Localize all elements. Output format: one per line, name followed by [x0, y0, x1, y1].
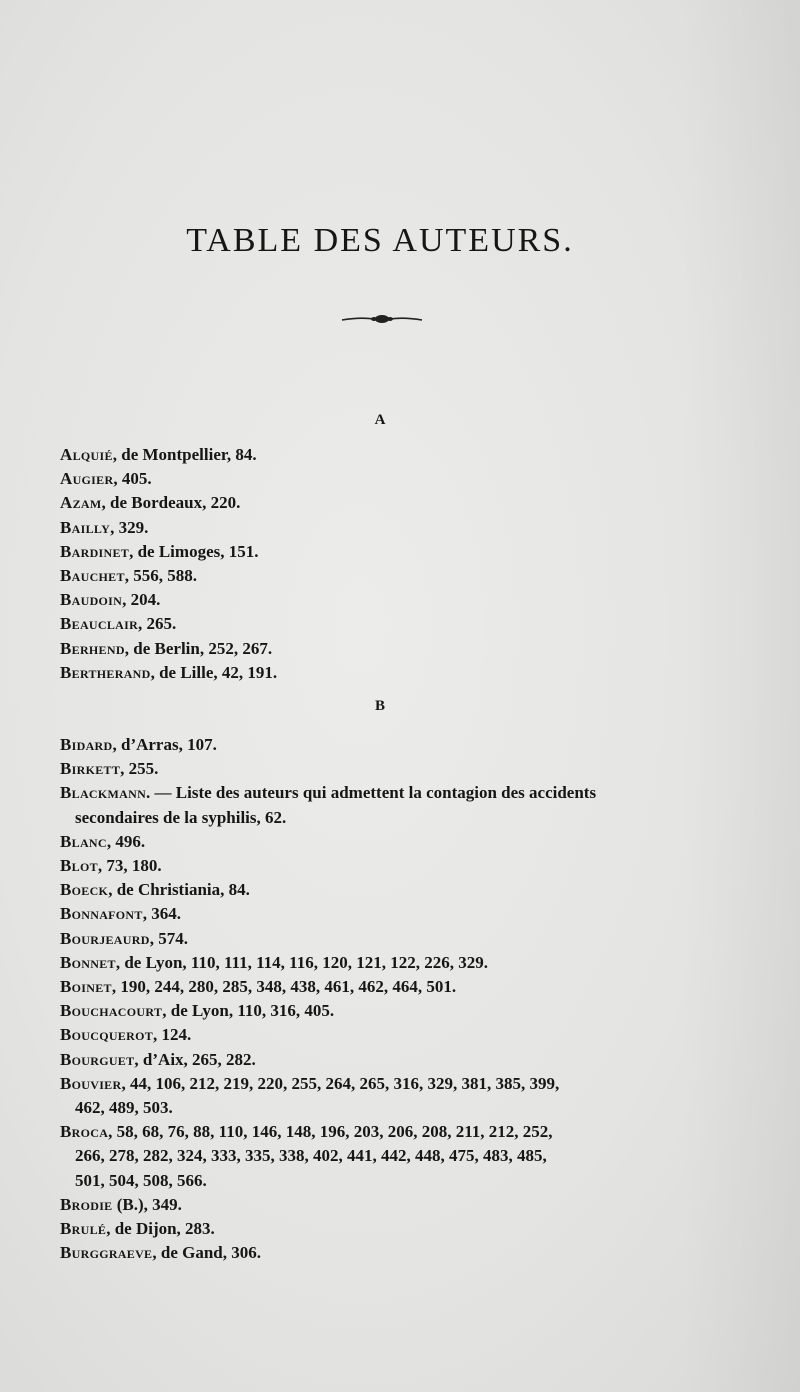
author-refs: , d’Arras, 107.: [112, 735, 217, 754]
author-refs: , 556, 588.: [124, 566, 198, 586]
author-refs: , de Gand, 306.: [152, 1243, 261, 1263]
author-name: Blot: [60, 856, 98, 876]
author-entry: [60, 612, 720, 636]
author-refs: , 265.: [138, 614, 177, 634]
author-entry: [60, 975, 720, 999]
author-entry: [60, 878, 720, 902]
author-refs: . — Liste des auteurs qui admettent la contagion des accidents: [146, 783, 597, 803]
author-entry: [60, 902, 720, 926]
author-refs: , de Lyon, 110, 316, 405.: [162, 1001, 335, 1021]
author-name: Augier: [60, 469, 114, 489]
author-entry: [60, 588, 720, 612]
author-refs: (B.), 349.: [112, 1194, 182, 1214]
author-refs: , de Berlin, 252, 267.: [124, 638, 273, 658]
author-entry-continuation: 266, 278, 282, 324, 333, 335, 338, 402, 441, 442, 448, 475, 483, 485,: [75, 1146, 547, 1166]
author-name: Birkett: [60, 759, 121, 779]
author-entry: [60, 564, 720, 588]
author-refs: , de Lille, 42, 191.: [150, 662, 278, 682]
author-name: Berhend: [60, 638, 125, 658]
author-entry: [60, 1023, 720, 1047]
author-refs: , 329.: [110, 517, 149, 537]
author-entry: [60, 443, 720, 467]
author-refs: , 190, 244, 280, 285, 348, 438, 461, 462, 464, 501.: [111, 977, 457, 997]
author-refs: , de Dijon, 283.: [106, 1219, 215, 1239]
author-refs: , d’Aix, 265, 282.: [134, 1049, 256, 1069]
author-list-b: [60, 733, 720, 1265]
author-name: Bouvier: [60, 1073, 122, 1093]
author-name: Boinet: [60, 977, 112, 997]
author-entry: [60, 491, 720, 515]
author-name: Bailly: [60, 517, 111, 537]
author-entry: [60, 1241, 720, 1265]
author-entry: [60, 1072, 720, 1096]
author-refs: , 73, 180.: [97, 856, 162, 876]
author-entry: [60, 854, 720, 878]
author-refs: , de Montpellier, 84.: [112, 445, 257, 464]
author-entry: [60, 637, 720, 661]
author-entry: [60, 661, 720, 685]
author-name: Boucquerot: [60, 1025, 154, 1045]
author-name: Alquié: [60, 445, 113, 464]
author-name: Boeck: [60, 880, 109, 900]
author-entry: [60, 516, 720, 540]
author-refs: , 204.: [122, 590, 161, 610]
section-letter-a: A: [374, 412, 386, 428]
author-name: Bauchet: [60, 566, 125, 586]
author-entry: [60, 757, 720, 781]
author-refs: , 496.: [106, 831, 146, 851]
author-name: Bourjeaurd: [60, 928, 150, 948]
author-name: Bonnet: [60, 952, 116, 972]
author-refs: , de Christiania, 84.: [108, 880, 250, 900]
author-name: Blanc: [60, 831, 107, 851]
author-entry: [60, 999, 720, 1023]
author-refs: , de Limoges, 151.: [129, 541, 259, 561]
author-name: Bonnafont: [60, 904, 143, 924]
author-entry: [60, 951, 720, 975]
author-name: Blackmann: [60, 783, 147, 803]
author-name: Brulé: [60, 1219, 107, 1239]
author-name: Beauclair: [60, 614, 139, 634]
author-name: Bardinet: [60, 541, 130, 561]
page-title: TABLE DES AUTEURS.: [186, 222, 574, 259]
author-entry: [60, 1048, 720, 1072]
author-name: Bertherand: [60, 662, 151, 682]
section-letter-b: B: [374, 698, 385, 714]
author-list-a: [60, 443, 720, 685]
author-refs: , 124.: [153, 1025, 192, 1045]
author-entry: [60, 830, 720, 854]
author-name: Bidard: [60, 735, 113, 754]
author-name: Azam: [60, 493, 102, 513]
author-refs: , 574.: [149, 928, 188, 948]
author-name: Bourguet: [60, 1049, 135, 1069]
author-refs: , 44, 106, 212, 219, 220, 255, 264, 265, 316, 329, 381, 385, 399,: [121, 1073, 560, 1093]
author-entry: [60, 540, 720, 564]
author-name: Broca: [60, 1122, 109, 1142]
author-entry: [60, 467, 720, 491]
author-entry: [60, 733, 720, 757]
author-entry: [60, 1193, 720, 1217]
author-name: Bouchacourt: [60, 1001, 163, 1021]
author-refs: , 58, 68, 76, 88, 110, 146, 148, 196, 203, 206, 208, 211, 212, 252,: [108, 1122, 553, 1142]
author-name: Burggraeve: [60, 1243, 153, 1263]
author-refs: , 405.: [113, 469, 152, 489]
author-entry: [60, 781, 720, 805]
author-entry: [60, 1120, 720, 1144]
author-entry-continuation: secondaires de la syphilis, 62.: [75, 807, 287, 827]
author-refs: , 364.: [142, 904, 181, 924]
ornament-divider-icon: [340, 312, 424, 326]
author-name: Brodie: [60, 1194, 113, 1214]
author-refs: , de Bordeaux, 220.: [101, 493, 241, 513]
author-refs: , 255.: [120, 759, 159, 779]
author-name: Baudoin: [60, 590, 123, 610]
author-entry: [60, 927, 720, 951]
author-entry-continuation: 501, 504, 508, 566.: [75, 1170, 207, 1190]
author-refs: , de Lyon, 110, 111, 114, 116, 120, 121, 122, 226, 329.: [115, 952, 488, 972]
author-entry-continuation: 462, 489, 503.: [75, 1098, 173, 1118]
author-entry: [60, 1217, 720, 1241]
